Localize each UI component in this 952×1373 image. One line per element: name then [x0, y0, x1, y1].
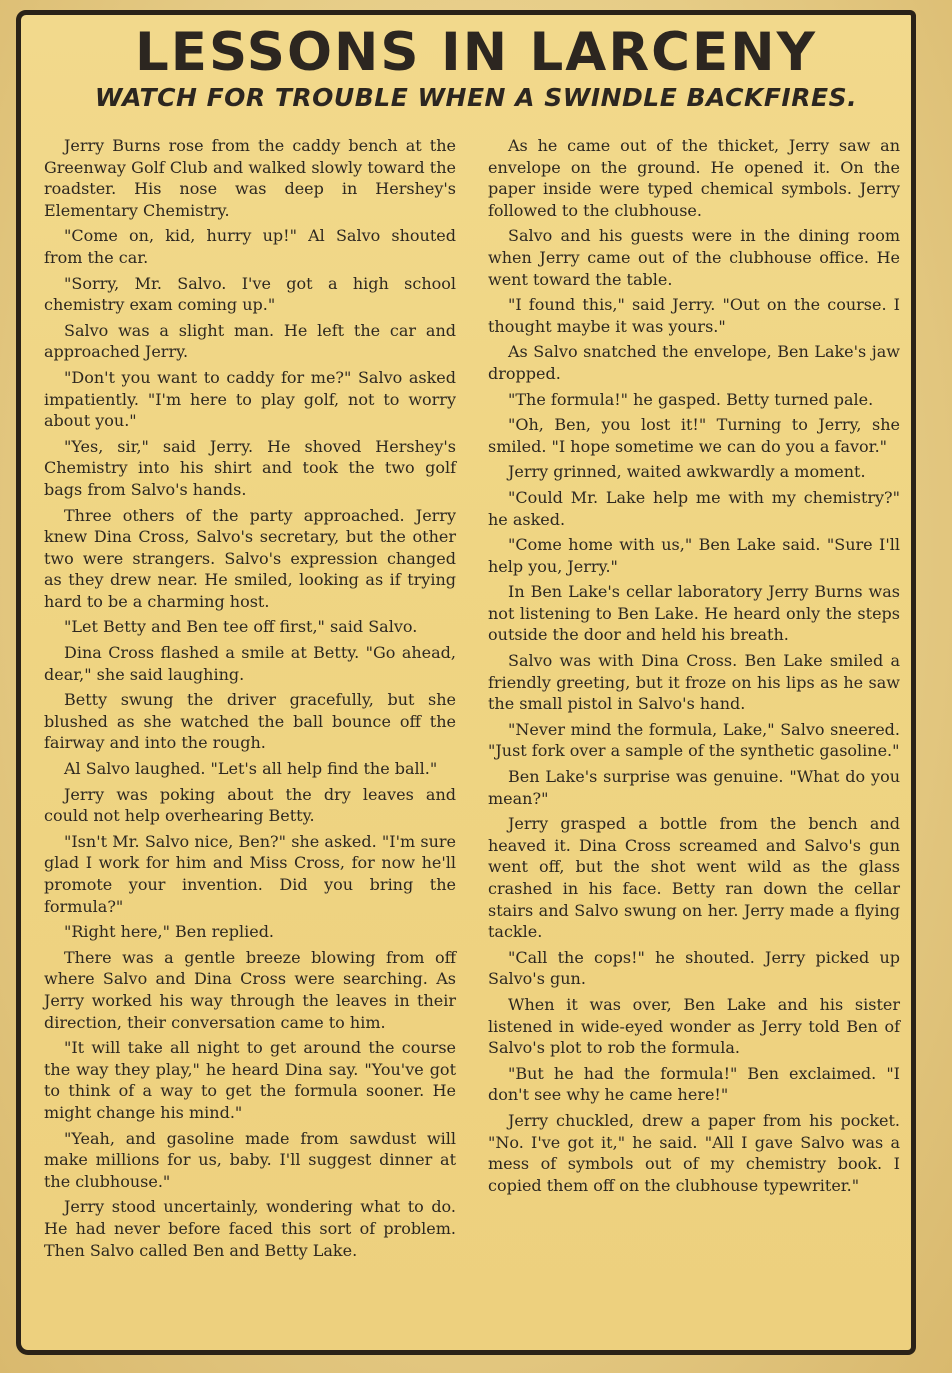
paragraph: Betty swung the driver gracefully, but she blushed as she watched the ball bounce off the fairway and into the rough. — [44, 690, 456, 753]
paragraph: "But he had the formula!" Ben exclaimed. "I don't see why he came here!" — [488, 1063, 900, 1105]
paragraph: "It will take all night to get around the course the way they play," he heard Dina say. "You've got to think of a way to get the formula sooner. He might change his mind." — [44, 1038, 456, 1122]
paragraph: When it was over, Ben Lake and his sister listened in wide-eyed wonder as Jerry told Ben of Salvo's plot to rob the formula. — [488, 994, 900, 1058]
paragraph: Jerry stood uncertainly, wondering what to do. He had never before faced this sort of problem. Then Salvo called Ben and Betty Lake. — [44, 1197, 456, 1260]
paragraph: Jerry grinned, waited awkwardly a moment. — [508, 462, 866, 482]
paragraph: Al Salvo laughed. "Let's all help find the ball." — [64, 759, 438, 779]
paragraph: In Ben Lake's cellar laboratory Jerry Burns was not listening to Ben Lake. He heard only the steps outside the door and held his breath. — [488, 582, 900, 645]
paragraph: "Call the cops!" he shouted. Jerry picked up Salvo's gun. — [488, 947, 900, 989]
paragraph: Three others of the party approached. Jerry knew Dina Cross, Salvo's secretary, but the other two were strangers. Salvo's expression changed as they drew near. He smiled, looking as if trying hard to be a charming host. — [44, 505, 456, 611]
paragraph: Jerry Burns rose from the caddy bench at the Greenway Golf Club and walked slowly toward the roadster. His nose was deep in Hershey's Elementary Chemistry. — [44, 136, 456, 220]
paragraph: There was a gentle breeze blowing from off where Salvo and Dina Cross were searching. As Jerry worked his way through the leaves in their direction, their conversation came to him. — [44, 947, 456, 1032]
paragraph: Jerry chuckled, drew a paper from his pocket. "No. I've got it," he said. "All I gave Salvo was a mess of symbols out of my chemistry book. I copied them off on the clubhouse typewriter." — [488, 1110, 900, 1195]
paragraph: "Come on, kid, hurry up!" Al Salvo shouted from the car. — [44, 226, 456, 267]
story-title: LESSONS IN LARCENY — [135, 22, 817, 83]
story-subtitle: WATCH FOR TROUBLE WHEN A SWINDLE BACKFIRES. — [94, 83, 858, 112]
paragraph: "The formula!" he gasped. Betty turned pale. — [508, 389, 874, 409]
paragraph: "I found this," said Jerry. "Out on the course. I thought maybe it was yours." — [488, 295, 900, 336]
paragraph: Salvo was a slight man. He left the car and approached Jerry. — [44, 320, 456, 362]
paragraph: Ben Lake's surprise was genuine. "What do you mean?" — [488, 767, 900, 808]
paragraph: "Sorry, Mr. Salvo. I've got a high school chemistry exam coming up." — [44, 273, 456, 315]
paragraph: "Oh, Ben, you lost it!" Turning to Jerry, she smiled. "I hope sometime we can do you a favor." — [488, 415, 900, 456]
paragraph: Dina Cross flashed a smile at Betty. "Go ahead, dear," she said laughing. — [44, 643, 456, 684]
paragraph: Jerry was poking about the dry leaves and could not help overhearing Betty. — [44, 784, 456, 826]
paragraph: "Right here," Ben replied. — [64, 922, 275, 942]
paragraph: As Salvo snatched the envelope, Ben Lake's jaw dropped. — [488, 342, 900, 383]
paragraph: As he came out of the thicket, Jerry saw an envelope on the ground. He opened it. On the paper inside were typed chemical symbols. Jerry followed to the clubhouse. — [488, 136, 900, 220]
right-column — [488, 135, 900, 1200]
paragraph: "Yes, sir," said Jerry. He shoved Hershey's Chemistry into his shirt and took the two golf bags from Salvo's hands. — [44, 436, 456, 499]
paragraph: "Could Mr. Lake help me with my chemistry?" he asked. — [488, 487, 900, 529]
left-column — [44, 135, 456, 1265]
paragraph: Salvo was with Dina Cross. Ben Lake smiled a friendly greeting, but it froze on his lips as he saw the small pistol in Salvo's hand. — [488, 651, 900, 714]
paragraph: "Isn't Mr. Salvo nice, Ben?" she asked. "I'm sure glad I work for him and Miss Cross, for now he'll promote your invention. Did you bring the formula?" — [44, 831, 456, 916]
paragraph: "Come home with us," Ben Lake said. "Sure I'll help you, Jerry." — [488, 535, 900, 576]
paragraph: Jerry grasped a bottle from the bench and heaved it. Dina Cross screamed and Salvo's gun went off, but the shot went wild as the glass crashed in his face. Betty ran down the cellar stairs and Salvo swung on her. Jerry made a flying tackle. — [488, 814, 900, 942]
paragraph: "Let Betty and Ben tee off first," said Salvo. — [64, 617, 418, 637]
paragraph: "Yeah, and gasoline made from sawdust will make millions for us, baby. I'll suggest dinner at the clubhouse." — [44, 1128, 456, 1191]
paragraph: Salvo and his guests were in the dining room when Jerry came out of the clubhouse office. He went toward the table. — [488, 226, 900, 289]
paragraph: "Never mind the formula, Lake," Salvo sneered. "Just fork over a sample of the synthetic gasoline." — [488, 719, 900, 761]
paragraph: "Don't you want to caddy for me?" Salvo asked impatiently. "I'm here to play golf, not to worry about you." — [44, 367, 456, 431]
